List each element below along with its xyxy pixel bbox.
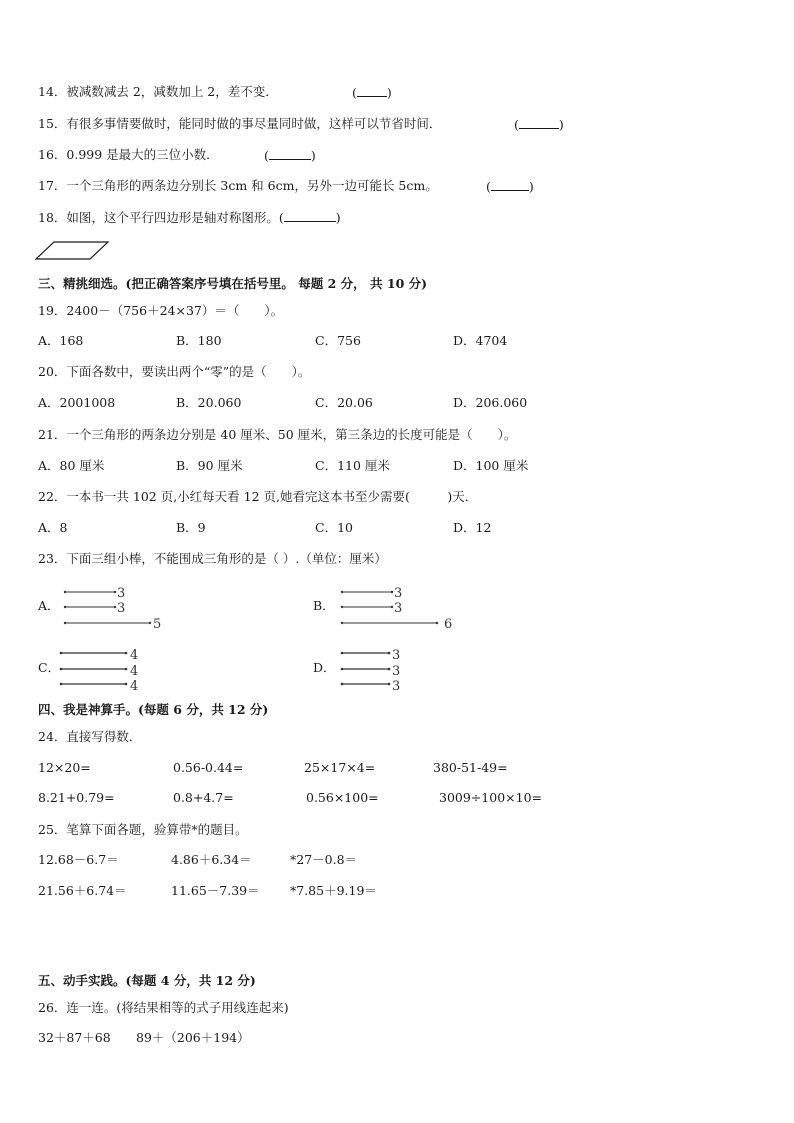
sticks-group-c <box>56 645 156 695</box>
calc-item[interactable]: 12×20= <box>38 760 91 775</box>
mc-question-19: 19．2400－（756＋24×37）＝（ ）。 <box>38 303 284 318</box>
stick <box>60 683 128 686</box>
option-c[interactable]: C．756 <box>315 333 361 348</box>
stick <box>341 668 391 671</box>
stick-length-label: 3 <box>117 601 126 616</box>
option-d[interactable]: D．100 厘米 <box>453 458 529 473</box>
stick-length-label: 4 <box>130 679 139 694</box>
calc-item[interactable]: 11.65－7.39＝ <box>171 883 260 898</box>
stick <box>341 622 438 624</box>
stick <box>60 652 128 655</box>
option-d[interactable]: D．4704 <box>453 333 508 348</box>
option-a[interactable]: A．168 <box>38 333 84 348</box>
option-a[interactable]: A．2001008 <box>38 395 116 410</box>
calc-item[interactable]: 8.21+0.79= <box>38 790 115 805</box>
option-a[interactable]: A．80 厘米 <box>38 458 105 473</box>
stick-length-label: 4 <box>130 648 139 663</box>
option-b[interactable]: B． <box>313 598 335 613</box>
tf-question-text: 15．有很多事情要做时，能同时做的事尽量同时做，这样可以节省时间． <box>38 116 442 131</box>
option-d[interactable]: D．12 <box>453 520 492 535</box>
stick-length-label: 3 <box>392 679 401 694</box>
answer-blank[interactable]: ) <box>284 210 341 225</box>
option-b[interactable]: B．90 厘米 <box>176 458 243 473</box>
stick-length-label: 6 <box>444 617 453 632</box>
tf-question-14 <box>38 84 392 100</box>
stick <box>64 606 116 608</box>
tf-question-text: 14．被减数减去 2，减数加上 2，差不变． <box>38 84 278 99</box>
stick-length-label: 3 <box>117 586 126 601</box>
stick <box>341 683 391 686</box>
stick-length-label: 3 <box>394 586 403 601</box>
stick <box>341 606 393 608</box>
tf-question-text: 17．一个三角形的两条边分别长 3cm 和 6cm，另外一边可能长 5cm。 <box>38 178 438 193</box>
stick-length-label: 3 <box>392 648 401 663</box>
section-5-heading: 五、动手实践。(每题 4 分，共 12 分) <box>38 973 256 988</box>
calc-item[interactable]: 0.8+4.7= <box>173 790 234 805</box>
section-3-heading: 三、精挑细选。(把正确答案序号填在括号里。 每题 2 分， 共 10 分) <box>38 276 428 291</box>
tf-question-17 <box>38 178 534 194</box>
answer-blank[interactable]: ( ) <box>486 179 534 194</box>
calc-item[interactable]: 4.86＋6.34＝ <box>171 852 252 867</box>
stick <box>341 652 391 655</box>
calc-item[interactable]: 0.56×100= <box>306 790 379 805</box>
option-c[interactable]: C．10 <box>315 520 353 535</box>
calc-item[interactable]: 21.56＋6.74＝ <box>38 883 127 898</box>
stick <box>64 591 116 593</box>
tf-question-16 <box>38 147 316 163</box>
section-4-heading: 四、我是神算手。(每题 6 分，共 12 分) <box>38 702 269 717</box>
sticks-group-a <box>60 583 170 633</box>
option-c[interactable]: C．20.06 <box>315 395 373 410</box>
option-a[interactable]: A． <box>38 598 60 613</box>
answer-blank[interactable]: ( ) <box>352 85 392 100</box>
calc-item[interactable]: 0.56-0.44= <box>173 760 244 775</box>
option-b[interactable]: B．20.060 <box>176 395 242 410</box>
stick <box>60 668 128 671</box>
option-b[interactable]: B．9 <box>176 520 206 535</box>
mc-question-22: 22．一本书一共 102 页,小红每天看 12 页,她看完这本书至少需要( )天． <box>38 489 478 504</box>
stick-length-label: 3 <box>392 664 401 679</box>
sticks-group-b <box>337 583 467 633</box>
mc-question-20: 20．下面各数中，要读出两个“零”的是（ ）。 <box>38 364 311 379</box>
calc-item[interactable]: 25×17×4= <box>304 760 376 775</box>
calc-item[interactable]: 12.68－6.7＝ <box>38 852 119 867</box>
option-d[interactable]: D．206.060 <box>453 395 528 410</box>
option-c[interactable]: C．110 厘米 <box>315 458 390 473</box>
option-a[interactable]: A．8 <box>38 520 68 535</box>
mc-question-23: 23．下面三组小棒，不能围成三角形的是（ ）.（单位：厘米） <box>38 551 387 566</box>
stick <box>341 591 393 593</box>
tf-question-text: 16．0.999 是最大的三位小数． <box>38 147 219 162</box>
calc-item[interactable]: 3009÷100×10= <box>439 790 542 805</box>
tf-question-text: 18．如图，这个平行四边形是轴对称图形。( <box>38 210 284 225</box>
match-item[interactable]: 32＋87＋68 <box>38 1030 111 1045</box>
option-b[interactable]: B．180 <box>176 333 222 348</box>
stick-length-label: 3 <box>394 601 403 616</box>
question-25-stem: 25．笔算下面各题，验算带*的题目。 <box>38 822 248 837</box>
stick-length-label: 5 <box>153 617 162 632</box>
calc-item[interactable]: 380-51-49= <box>433 760 508 775</box>
question-24-stem: 24．直接写得数． <box>38 729 142 744</box>
option-c[interactable]: C． <box>38 660 61 675</box>
tf-question-15 <box>38 116 564 132</box>
parallelogram-figure <box>34 240 114 262</box>
answer-blank[interactable]: ( ) <box>264 148 316 163</box>
option-d[interactable]: D． <box>313 660 336 675</box>
match-item[interactable]: 89＋（206＋194） <box>136 1030 250 1045</box>
question-26-stem: 26．连一连。(将结果相等的式子用线连起来) <box>38 1000 289 1015</box>
stick-length-label: 4 <box>130 664 139 679</box>
mc-question-21: 21．一个三角形的两条边分别是 40 厘米、50 厘米，第三条边的长度可能是（ ）。 <box>38 427 517 442</box>
stick <box>64 622 151 624</box>
calc-item[interactable]: *7.85＋9.19＝ <box>290 883 377 898</box>
calc-item[interactable]: *27－0.8＝ <box>290 852 358 867</box>
tf-question-18 <box>38 209 341 226</box>
answer-blank[interactable]: ( ) <box>514 117 564 132</box>
sticks-group-d <box>337 645 417 695</box>
